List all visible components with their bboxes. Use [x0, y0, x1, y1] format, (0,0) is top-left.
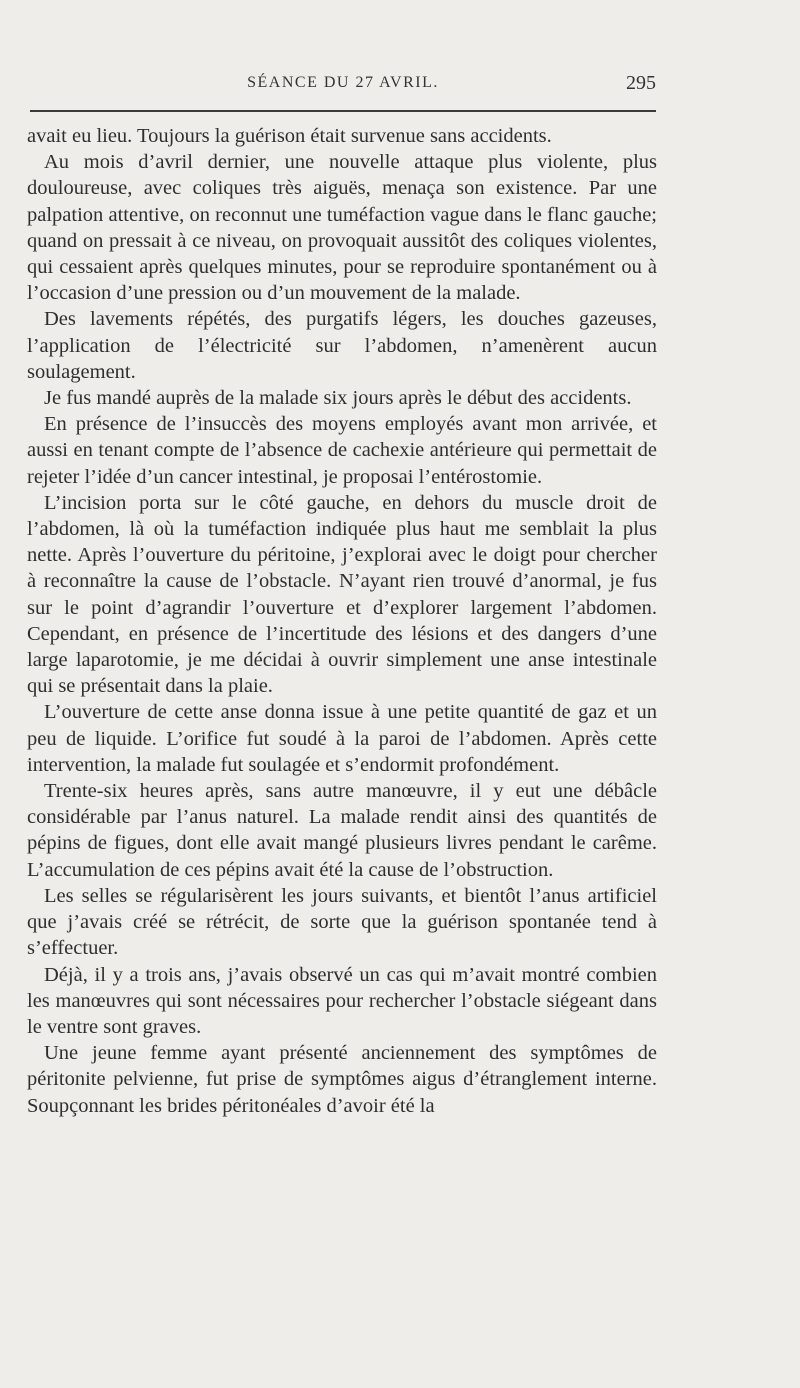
page-number: 295: [626, 72, 656, 94]
running-head: [30, 74, 656, 98]
paragraph: Les selles se régularisèrent les jours suivants, et bientôt l’anus artificiel que j’avais créé se rétrécit, de sorte que la guérison spontanée tend à s’effectuer.: [27, 884, 657, 960]
paragraph: L’ouverture de cette anse donna issue à une petite quantité de gaz et un peu de liquide. L’orifice fut soudé à la paroi de l’abdomen. Après cette intervention, la malade fut soulagée et s’endormit profondément.: [27, 701, 657, 776]
body-text: [27, 123, 657, 1119]
paragraph: Je fus mandé auprès de la malade six jours après le début des accidents.: [44, 387, 632, 410]
paragraph: Trente-six heures après, sans autre manœuvre, il y eut une débâcle considérable par l’anus naturel. La malade rendit ainsi des quantités de pépins de figues, dont elle avait mangé plusieurs livres pendant le carême. L’accumulation de ces pépins avait été la cause de l’obstruction.: [27, 780, 657, 881]
paragraph: Une jeune femme ayant présenté anciennement des symptômes de péritonite pelvienne, fut prise de symptômes aigus d’étranglement interne. Soupçonnant les brides péritonéales d’avoir été la: [27, 1042, 657, 1117]
paragraph: En présence de l’insuccès des moyens employés avant mon arrivée, et aussi en tenant compte de l’absence de cachexie antérieure qui permettait de rejeter l’idée d’un cancer intestinal, je proposai l’entérostomie.: [27, 413, 657, 488]
running-title: SÉANCE DU 27 AVRIL.: [247, 74, 439, 91]
header-rule: [30, 110, 656, 112]
paragraph: Déjà, il y a trois ans, j’avais observé un cas qui m’avait montré combien les manœuvres qui sont nécessaires pour rechercher l’obstacle siégeant dans le ventre sont graves.: [27, 963, 657, 1038]
paragraph: Des lavements répétés, des purgatifs légers, les douches gazeuses, l’application de l’électricité sur l’abdomen, n’amenèrent aucun soulagement.: [27, 308, 657, 383]
paragraph-continued: avait eu lieu. Toujours la guérison était survenue sans accidents.: [27, 125, 552, 147]
paragraph: L’incision porta sur le côté gauche, en dehors du muscle droit de l’abdomen, là où la tuméfaction indiquée plus haut me semblait la plus nette. Après l’ouverture du péritoine, j’explorai avec le doigt pour chercher à reconnaître la cause de l’obstacle. N’ayant rien trouvé d’anormal, je fus sur le point d’agrandir l’ouverture et d’explorer largement l’abdomen. Cependant, en présence de l’incertitude des lésions et des dangers d’une large laparotomie, je me décidai à ouvrir simplement une anse intestinale qui se présentait dans la plaie.: [27, 491, 657, 698]
paragraph: Au mois d’avril dernier, une nouvelle attaque plus violente, plus douloureuse, avec coliques très aiguës, menaça son existence. Par une palpation attentive, on reconnut une tuméfaction vague dans le flanc gauche; quand on pressait à ce niveau, on provoquait aussitôt des coliques violentes, qui cessaient après quelques minutes, pour se reproduire spontanément ou à l’occasion d’une pression ou d’un mouvement de la malade.: [27, 151, 657, 305]
